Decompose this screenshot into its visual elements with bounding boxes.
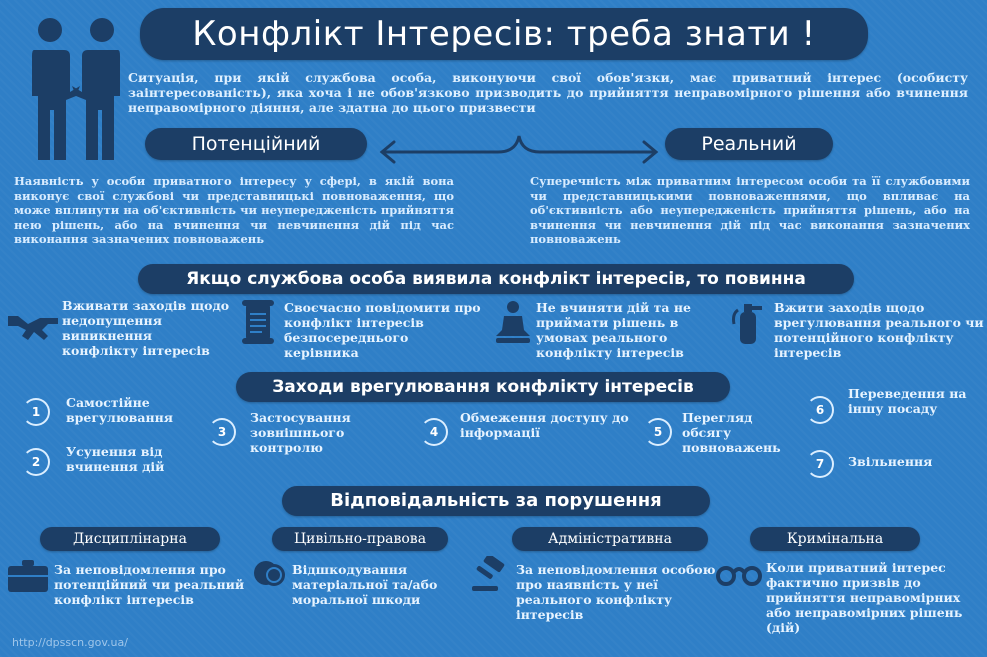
administrative-label: Адміністративна xyxy=(512,527,708,551)
step-4-icon: 4 xyxy=(420,418,448,446)
definition-text: Ситуація, при якій службова особа, виконуючи свої обов'язки, має приватний інтерес (особисту заінтересованість), яка хоча і не обов'язково призводить до прийняття неправомірного рішення або вчинення неправомірного діяння, але здатна до цього призвести xyxy=(128,70,968,115)
duty-item-2: Своєчасно повідомити про конфлікт інтересів безпосереднього керівника xyxy=(284,300,481,360)
coins-icon xyxy=(252,556,286,590)
real-heading: Реальний xyxy=(665,128,833,160)
real-description: Суперечність між приватним інтересом особи та її службовими чи представницькими повноваженнями, що впливає на об'єктивність або неупередженість прийняття рішень, або на вчинення чи невчинення дій під час виконання зазначених повноважень xyxy=(530,174,970,246)
measure-5: Перегляд обсягу повноважень xyxy=(682,410,781,455)
handshake-icon xyxy=(8,308,58,344)
step-1-icon: 1 xyxy=(22,398,50,426)
potential-heading: Потенційний xyxy=(145,128,367,160)
step-6-icon: 6 xyxy=(806,396,834,424)
measure-4: Обмеження доступу до інформації xyxy=(460,410,629,440)
potential-description: Наявність у особи приватного інтересу у сфері, в якій вона виконує свої службові чи представницькі повноваження, що може вплинути на об'єктивність чи неупередженість прийняття нею рішень, або на вчинення чи невчинення дій під час виконання зазначених повноважень xyxy=(14,174,454,246)
disciplinary-text: За неповідомлення про потенційний чи реальний конфлікт інтересів xyxy=(54,562,245,607)
measure-6: Переведення на іншу посаду xyxy=(848,386,967,416)
briefcase-icon xyxy=(8,560,48,592)
step-7-icon: 7 xyxy=(806,450,834,478)
civil-text: Відшкодування матеріальної та/або моральної шкоди xyxy=(292,562,438,607)
duty-item-1: Вживати заходів щодо недопущення виникнення конфлікту інтересів xyxy=(62,298,230,358)
meditation-person-icon xyxy=(494,300,532,344)
handcuffs-icon xyxy=(716,560,762,588)
duties-heading: Якщо службова особа виявила конфлікт інтересів, то повинна xyxy=(138,264,854,294)
step-5-icon: 5 xyxy=(644,418,672,446)
duty-item-4: Вжити заходів щодо врегулювання реального чи потенційного конфлікту інтересів xyxy=(774,300,984,360)
measure-7: Звільнення xyxy=(848,454,933,469)
measure-2: Усунення від вчинення дій xyxy=(66,444,165,474)
fire-extinguisher-icon xyxy=(730,300,766,346)
step-3-icon: 3 xyxy=(208,418,236,446)
source-link[interactable]: http://dpsscn.gov.ua/ xyxy=(12,636,128,649)
responsibility-heading: Відповідальність за порушення xyxy=(282,486,710,516)
double-arrow-icon xyxy=(378,130,660,170)
step-2-icon: 2 xyxy=(22,448,50,476)
handshake-people-icon xyxy=(28,14,124,164)
duty-item-3: Не вчиняти дій та не приймати рішень в умовах реального конфлікту інтересів xyxy=(536,300,691,360)
civil-label: Цивільно-правова xyxy=(272,527,448,551)
measure-3: Застосування зовнішнього контролю xyxy=(250,410,351,455)
measure-1: Самостійне врегулювання xyxy=(66,395,173,425)
gavel-icon xyxy=(470,556,510,592)
measures-heading: Заходи врегулювання конфлікту інтересів xyxy=(236,372,730,402)
criminal-label: Кримінальна xyxy=(750,527,920,551)
criminal-text: Коли приватний інтерес фактично призвів до прийняття неправомірних або неправомірних рішень (дій) xyxy=(766,560,963,635)
page-title: Конфлікт Інтересів: треба знати ! xyxy=(140,8,868,60)
disciplinary-label: Дисциплінарна xyxy=(40,527,220,551)
administrative-text: За неповідомлення особою про наявність у неї реального конфлікту інтересів xyxy=(516,562,716,622)
scroll-document-icon xyxy=(240,300,276,344)
